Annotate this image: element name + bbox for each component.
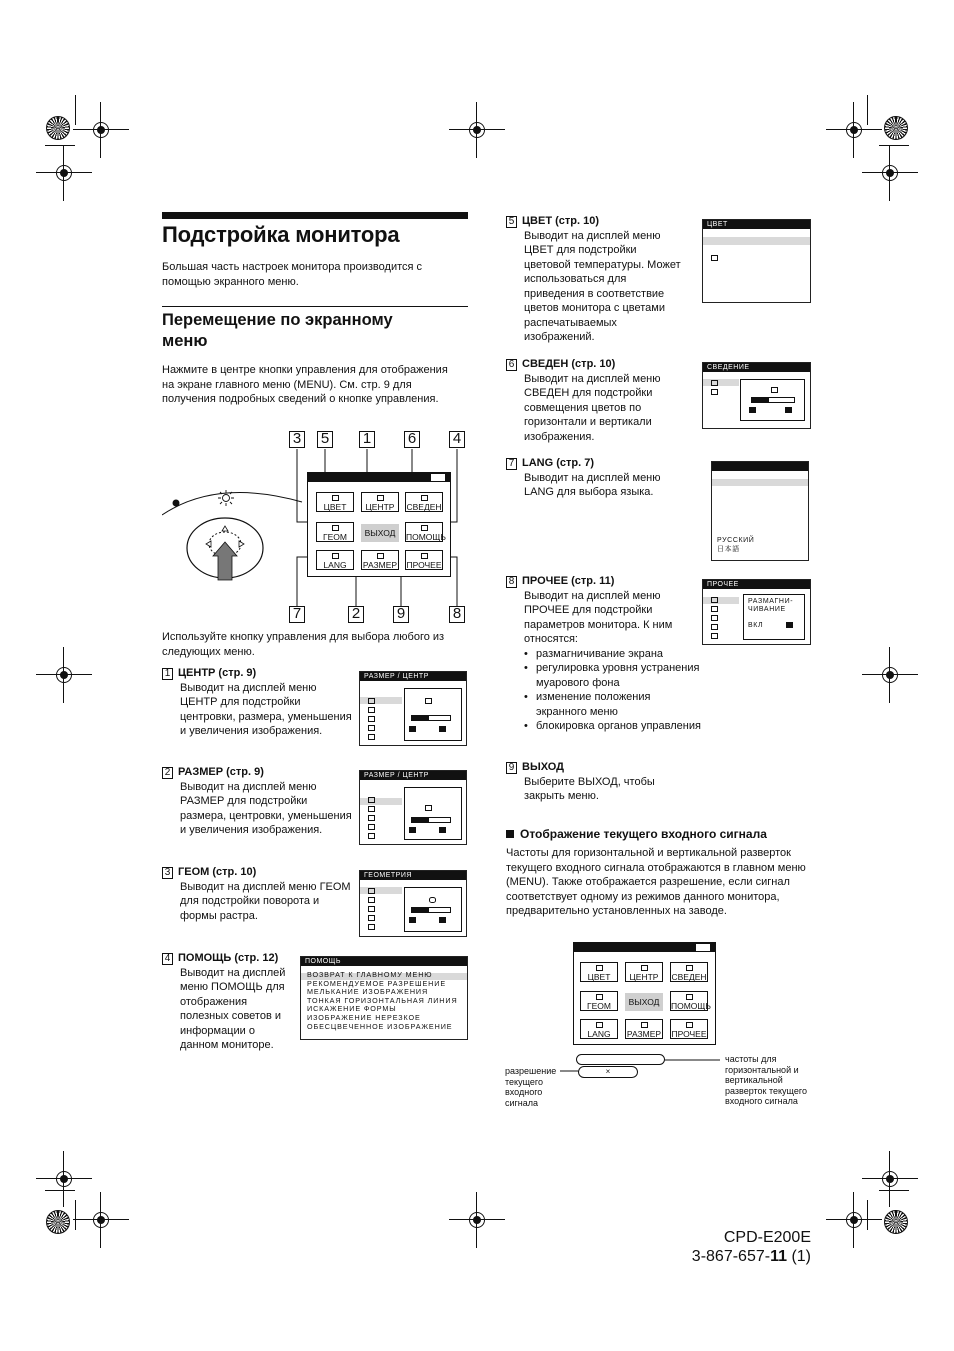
help-line: ОБЕСЦВЕЧЕННОЕ ИЗОБРАЖЕНИЕ [307,1021,453,1031]
footer-model: CPD-E200E [723,1229,811,1246]
section-intro: Нажмите в центре кнопки управления для отображения на экране главного меню (MENU). См. стр. 9 для получения подробных сведений о кнопке управления. [162,364,448,405]
item-converge: 6 СВЕДЕН (стр. 10) Выводит на дисплей меню СВЕДЕН для подстройки совмещения цветов по горизонтали и вертикали изображения. [506,357,686,444]
option-icon [421,553,428,559]
resolution-label: разрешение текущего входного сигнала [505,1066,557,1108]
section-rule [162,306,468,307]
lang-icon [332,553,339,559]
option-bullets [506,647,702,734]
lang-russian: РУССКИЙ [717,537,755,544]
resolution-box: × [578,1066,638,1078]
help-line: ВОЗВРАТ К ГЛАВНОМУ МЕНЮ [307,970,433,979]
menu-btn-center: ЦЕНТР [625,962,663,982]
osd-geometry: ГЕОМЕТРИЯ [359,870,467,937]
item-exit: 9 ВЫХОД Выберите ВЫХОД, чтобы закрыть меню. [506,760,686,804]
item-lang: 7 LANG (стр. 7) Выводит на дисплей меню LANG для выбора языка. [506,456,686,500]
converge-icon [686,965,693,971]
item-center: 1 ЦЕНТР (стр. 9) Выводит на дисплей меню ЦЕНТР для подстройки центровки, размера, уменьшения и увеличения изображения. [162,666,352,739]
help-line: МЕЛЬКАНИЕ ИЗОБРАЖЕНИЯ [307,987,429,997]
lang-japanese: 日本語 [717,546,740,553]
help-icon [686,994,693,1000]
color-icon [596,965,603,971]
item-color: 5 ЦВЕТ (стр. 10) Выводит на дисплей меню ЦВЕТ для подстройки цветовой температуры. Может использоваться для приведения в соответствие цветов монитора с цветами распечатываемых изображений. [506,214,686,345]
callout-6: 6 [404,431,420,448]
signal-menu-diagram [573,942,716,1045]
callout-9: 9 [393,606,409,623]
menu-btn-lang: LANG [580,1019,618,1039]
title-rule [162,212,468,219]
menu-btn-size: РАЗМЕР [625,1019,663,1039]
callout-3: 3 [289,431,305,448]
color-icon [332,495,339,501]
bullet-item: • блокировка органов управления [524,720,701,732]
callout-8: 8 [449,606,465,623]
signal-title: Отображение текущего входного сигнала [506,826,816,842]
menu-btn-help: ПОМОЩЬ [670,991,708,1011]
item-size: 2 РАЗМЕР (стр. 9) Выводит на дисплей меню РАЗМЕР для подстройки размера, центровки, уменьшения и увеличения изображения. [162,765,352,838]
osd-help: ПОМОЩЬ ВОЗВРАТ К ГЛАВНОМУ МЕНЮ РЕКОМЕНДУЕМОЕ РАЗРЕШЕНИЕ МЕЛЬКАНИЕ ИЗОБРАЖЕНИЯ ТОНКАЯ ГОРИЗОНТАЛЬНАЯ ЛИНИЯ ИСКАЖЕНИЕ ФОРМЫ ИЗОБРАЖЕНИЕ НЕРЕЗКОЕ ОБЕСЦВЕЧЕННОЕ ИЗОБРАЖЕНИЕ [300,956,468,1040]
menu-btn-color: ЦВЕТ [316,492,354,512]
size-icon [641,1022,648,1028]
bullet-item: • изменение положения экранного меню [524,691,651,718]
main-menu-diagram [307,472,451,577]
lang-icon [596,1022,603,1028]
menu-btn-size: РАЗМЕР [361,550,399,570]
item-option: 8 ПРОЧЕЕ (стр. 11) Выводит на дисплей меню ПРОЧЕЕ для подстройки параметров монитора. К ним относятся: • размагничивание экрана • регулировка уровня устранения муарового фона • изменение положения экранного меню • блокировка органов управления [506,574,702,734]
osd-lang [711,461,809,561]
menu-btn-option: ПРОЧЕЕ [405,550,443,570]
help-icon [421,525,428,531]
help-line: ТОНКАЯ ГОРИЗОНТАЛЬНАЯ ЛИНИЯ [307,995,458,1005]
menu-btn-exit: ВЫХОД [625,993,663,1011]
item-help: 4 ПОМОЩЬ (стр. 12) Выводит на дисплей меню ПОМОЩЬ для отображения полезных советов и информации о данном мониторе. [162,951,292,1053]
menu-diagram [162,430,468,625]
osd-option: ПРОЧЕЕ РАЗМАГНИ- ЧИВАНИЕ ВКЛ [702,579,811,645]
callout-7: 7 [289,606,305,623]
use-text: Используйте кнопку управления для выбора любого из следующих меню. [162,631,445,658]
help-line: ИСКАЖЕНИЕ ФОРМЫ [307,1004,397,1014]
callout-4: 4 [449,431,465,448]
help-line: ИЗОБРАЖЕНИЕ НЕРЕЗКОЕ [307,1012,421,1022]
geometry-icon [332,525,339,531]
size-icon [377,553,384,559]
menu-btn-converge: СВЕДЕН [405,492,443,512]
option-icon [686,1022,693,1028]
bullet-item: • регулировка уровня устранения муарового фона [524,662,700,689]
osd-color: ЦВЕТ [702,219,811,303]
osd-converge: СВЕДЕНИЕ [702,362,811,429]
menu-btn-geom: ГЕОМ [316,522,354,542]
menu-btn-color: ЦВЕТ [580,962,618,982]
geometry-icon [596,994,603,1000]
menu-btn-exit: ВЫХОД [361,524,399,542]
callout-1: 1 [359,431,375,448]
menu-btn-converge: СВЕДЕН [670,962,708,982]
page-title: Подстройка монитора [162,222,400,247]
bullet-item: • размагничивание экрана [524,647,664,660]
intro-text: Большая часть настроек монитора производится с помощью экранного меню. [162,261,423,288]
osd-size: РАЗМЕР / ЦЕНТР [359,770,467,845]
menu-btn-geom: ГЕОМ [580,991,618,1011]
callout-2: 2 [348,606,364,623]
menu-btn-help: ПОМОЩЬ [405,522,443,542]
item-geom: 3 ГЕОМ (стр. 10) Выводит на дисплей меню ГЕОМ для подстройки поворота и формы растра. [162,865,352,923]
center-icon [641,965,648,971]
converge-icon [421,495,428,501]
center-icon [377,495,384,501]
signal-leader-lines [560,1055,730,1075]
menu-btn-option: ПРОЧЕЕ [670,1019,708,1039]
help-line: РЕКОМЕНДУЕМОЕ РАЗРЕШЕНИЕ [307,978,447,988]
callout-5: 5 [317,431,333,448]
section-title: Перемещение по экранному меню [162,311,393,350]
osd-center: РАЗМЕР / ЦЕНТР [359,671,467,746]
frequency-label: частоты для горизонтальной и вертикальной разверток текущего входного сигнала [725,1054,807,1106]
signal-body: Частоты для горизонтальной и вертикальной разверток текущего входного сигнала отображаются в главном меню (MENU). Также отображается разрешение, если сигнал соответствует одному из режимов данного монитора, предварительно установленных на заводе. [506,847,806,917]
menu-btn-center: ЦЕНТР [361,492,399,512]
menu-btn-lang: LANG [316,550,354,570]
footer-code: 3-867-657-11 (1) [691,1248,811,1265]
